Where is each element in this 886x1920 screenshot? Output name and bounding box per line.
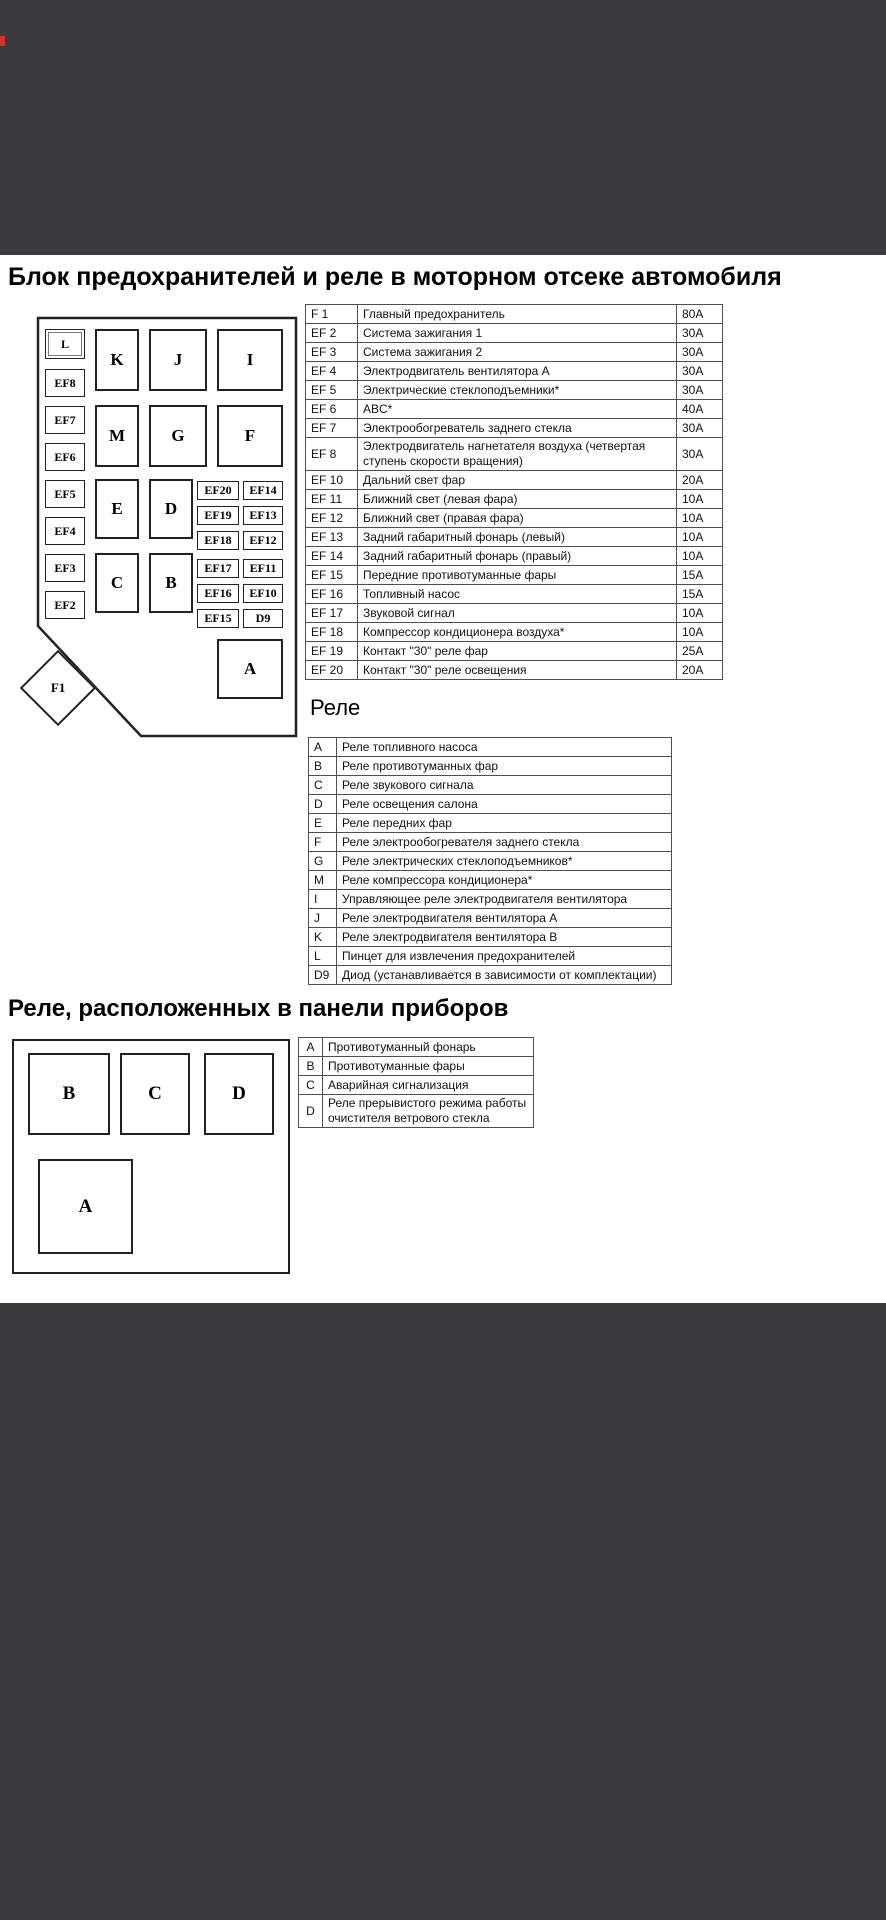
fuse-code: EF 2 — [306, 324, 358, 343]
relay-description: Управляющее реле электродвигателя вентилятора — [337, 890, 672, 909]
panel-relay-description: Аварийная сигнализация — [323, 1076, 534, 1095]
engine-fuse-table — [305, 304, 723, 680]
relay-description: Реле освещения салона — [337, 795, 672, 814]
fuse-amperage: 20A — [677, 661, 723, 680]
relay-code: A — [309, 738, 337, 757]
fuse-description: Электродвигатель вентилятора A — [358, 362, 677, 381]
fuse-table-row — [306, 343, 723, 362]
fuse-slot-ef8: EF8 — [45, 369, 85, 397]
fuse-table-row — [306, 604, 723, 623]
panel-relay-diagram — [12, 1039, 290, 1274]
fuse-slot-ef18: EF18 — [197, 531, 239, 550]
relay-slot-e: E — [95, 479, 139, 539]
fuse-description: ABC* — [358, 400, 677, 419]
fuse-amperage: 10A — [677, 623, 723, 642]
panel-relay-description: Реле прерывистого режима работы очистителя ветрового стекла — [323, 1095, 534, 1128]
relay-slot-g: G — [149, 405, 207, 467]
panel-relay-code: D — [299, 1095, 323, 1128]
panel-relay-row — [299, 1057, 534, 1076]
diode-slot-d9: D9 — [243, 609, 283, 628]
fuse-slot-ef12: EF12 — [243, 531, 283, 550]
panel-relay-code: A — [299, 1038, 323, 1057]
fuse-amperage: 10A — [677, 528, 723, 547]
fuse-code: EF 13 — [306, 528, 358, 547]
fuse-code: EF 8 — [306, 438, 358, 471]
fuse-table-row — [306, 623, 723, 642]
relay-description: Реле топливного насоса — [337, 738, 672, 757]
fuse-slot-ef19: EF19 — [197, 506, 239, 525]
relay-table-row — [309, 833, 672, 852]
fuse-amperage: 10A — [677, 509, 723, 528]
engine-fusebox-diagram — [37, 317, 297, 737]
relay-code: L — [309, 947, 337, 966]
fuse-code: EF 7 — [306, 419, 358, 438]
panel-relay-code: B — [299, 1057, 323, 1076]
fuse-description: Звуковой сигнал — [358, 604, 677, 623]
fuse-code: EF 6 — [306, 400, 358, 419]
fuse-description: Система зажигания 1 — [358, 324, 677, 343]
panel-relay-row — [299, 1095, 534, 1128]
relay-slot-a: A — [217, 639, 283, 699]
relay-slot-m: M — [95, 405, 139, 467]
relay-table-row — [309, 852, 672, 871]
fuse-table-row — [306, 471, 723, 490]
fuse-description: Задний габаритный фонарь (правый) — [358, 547, 677, 566]
fuse-slot-ef4: EF4 — [45, 517, 85, 545]
page-title: Блок предохранителей и реле в моторном отсеке автомобиля — [8, 263, 782, 291]
panel-relay-row — [299, 1038, 534, 1057]
fuse-amperage: 30A — [677, 381, 723, 400]
relay-table-row — [309, 928, 672, 947]
relay-description: Реле электродвигателя вентилятора B — [337, 928, 672, 947]
fuse-code: EF 14 — [306, 547, 358, 566]
relay-description: Реле электродвигателя вентилятора A — [337, 909, 672, 928]
fuse-table-row — [306, 305, 723, 324]
fuse-amperage: 15A — [677, 585, 723, 604]
fuse-amperage: 40A — [677, 400, 723, 419]
fuse-table-row — [306, 528, 723, 547]
fuse-description: Дальний свет фар — [358, 471, 677, 490]
fuse-code: EF 20 — [306, 661, 358, 680]
relay-slot-k: K — [95, 329, 139, 391]
fuse-description: Передние противотуманные фары — [358, 566, 677, 585]
relay-code: M — [309, 871, 337, 890]
fuse-table-row — [306, 419, 723, 438]
fuse-table-row — [306, 566, 723, 585]
red-artifact — [0, 36, 5, 46]
fuse-table-row — [306, 362, 723, 381]
relay-description: Пинцет для извлечения предохранителей — [337, 947, 672, 966]
fuse-table-row — [306, 642, 723, 661]
manual-page — [0, 255, 886, 1303]
fuse-code: EF 11 — [306, 490, 358, 509]
relay-description: Реле электрообогревателя заднего стекла — [337, 833, 672, 852]
fuse-description: Электродвигатель нагнетателя воздуха (четвертая ступень скорости вращения) — [358, 438, 677, 471]
relay-table-row — [309, 776, 672, 795]
fuse-description: Ближний свет (правая фара) — [358, 509, 677, 528]
fuse-description: Электрические стеклоподъемники* — [358, 381, 677, 400]
relay-code: I — [309, 890, 337, 909]
relay-table-row — [309, 947, 672, 966]
fuse-code: EF 17 — [306, 604, 358, 623]
relay-table-row — [309, 871, 672, 890]
fuse-code: EF 5 — [306, 381, 358, 400]
fuse-slot-ef10: EF10 — [243, 584, 283, 603]
relay-code: G — [309, 852, 337, 871]
fuse-slot-ef6: EF6 — [45, 443, 85, 471]
fuse-code: EF 4 — [306, 362, 358, 381]
fuse-table-row — [306, 585, 723, 604]
panel-relay-slot-c: C — [120, 1053, 190, 1135]
relay-description: Реле противотуманных фар — [337, 757, 672, 776]
relay-table-row — [309, 795, 672, 814]
fuse-code: EF 18 — [306, 623, 358, 642]
fuse-slot-ef17: EF17 — [197, 559, 239, 578]
relay-code: B — [309, 757, 337, 776]
fuse-table-row — [306, 324, 723, 343]
fuse-slot-ef14: EF14 — [243, 481, 283, 500]
relay-code: D9 — [309, 966, 337, 985]
fuse-table-row — [306, 400, 723, 419]
fuse-table-row — [306, 509, 723, 528]
fuse-code: F 1 — [306, 305, 358, 324]
fuse-amperage: 30A — [677, 438, 723, 471]
fuse-code: EF 16 — [306, 585, 358, 604]
relay-code: D — [309, 795, 337, 814]
relay-description: Диод (устанавливается в зависимости от комплектации) — [337, 966, 672, 985]
fuse-code: EF 10 — [306, 471, 358, 490]
fuse-amperage: 30A — [677, 343, 723, 362]
relay-code: F — [309, 833, 337, 852]
fuse-slot-ef13: EF13 — [243, 506, 283, 525]
fuse-amperage: 10A — [677, 604, 723, 623]
relay-description: Реле передних фар — [337, 814, 672, 833]
panel-relay-slot-b: B — [28, 1053, 110, 1135]
fuse-slot-ef5: EF5 — [45, 480, 85, 508]
relay-slot-c: C — [95, 553, 139, 613]
fuse-code: EF 3 — [306, 343, 358, 362]
relay-table-row — [309, 814, 672, 833]
panel-relay-description: Противотуманный фонарь — [323, 1038, 534, 1057]
relay-code: C — [309, 776, 337, 795]
fuse-code: EF 12 — [306, 509, 358, 528]
fuse-description: Топливный насос — [358, 585, 677, 604]
fuse-slot-ef20: EF20 — [197, 481, 239, 500]
relay-slot-j: J — [149, 329, 207, 391]
fuse-slot-ef7: EF7 — [45, 406, 85, 434]
fuse-amperage: 30A — [677, 324, 723, 343]
fuse-description: Электрообогреватель заднего стекла — [358, 419, 677, 438]
fuse-description: Ближний свет (левая фара) — [358, 490, 677, 509]
fuse-table-row — [306, 661, 723, 680]
panel-relay-slot-d: D — [204, 1053, 274, 1135]
fuse-description: Контакт "30" реле освещения — [358, 661, 677, 680]
relay-slot-i: I — [217, 329, 283, 391]
fuse-code: EF 19 — [306, 642, 358, 661]
fuse-description: Контакт "30" реле фар — [358, 642, 677, 661]
fuse-code: EF 15 — [306, 566, 358, 585]
fuse-slot-l: L — [45, 329, 85, 359]
fuse-description: Система зажигания 2 — [358, 343, 677, 362]
fuse-table-row — [306, 490, 723, 509]
relay-description: Реле электрических стеклоподъемников* — [337, 852, 672, 871]
engine-relay-table — [308, 737, 672, 985]
relay-code: J — [309, 909, 337, 928]
relay-code: K — [309, 928, 337, 947]
fuse-slot-ef15: EF15 — [197, 609, 239, 628]
panel-relay-description: Противотуманные фары — [323, 1057, 534, 1076]
fuse-amperage: 30A — [677, 362, 723, 381]
relay-table-row — [309, 890, 672, 909]
fuse-amperage: 80A — [677, 305, 723, 324]
panel-relay-code: C — [299, 1076, 323, 1095]
fuse-amperage: 25A — [677, 642, 723, 661]
fuse-description: Компрессор кондиционера воздуха* — [358, 623, 677, 642]
fuse-table-row — [306, 438, 723, 471]
fuse-slot-ef2: EF2 — [45, 591, 85, 619]
fuse-table-row — [306, 381, 723, 400]
fuse-amperage: 15A — [677, 566, 723, 585]
panel-relay-row — [299, 1076, 534, 1095]
fuse-table-row — [306, 547, 723, 566]
main-fuse-label: F1 — [50, 679, 66, 695]
fuse-description: Задний габаритный фонарь (левый) — [358, 528, 677, 547]
relay-slot-d: D — [149, 479, 193, 539]
relay-code: E — [309, 814, 337, 833]
panel-relay-slot-a: A — [38, 1159, 133, 1254]
fuse-slot-ef11: EF11 — [243, 559, 283, 578]
panel-section-title: Реле, расположенных в панели приборов — [8, 995, 509, 1022]
fuse-amperage: 10A — [677, 490, 723, 509]
relay-table-row — [309, 909, 672, 928]
relay-slot-b: B — [149, 553, 193, 613]
fuse-amperage: 10A — [677, 547, 723, 566]
fuse-description: Главный предохранитель — [358, 305, 677, 324]
relay-table-row — [309, 757, 672, 776]
relay-table-row — [309, 738, 672, 757]
fuse-slot-ef3: EF3 — [45, 554, 85, 582]
relay-table-row — [309, 966, 672, 985]
fuse-slot-ef16: EF16 — [197, 584, 239, 603]
panel-relay-table — [298, 1037, 534, 1128]
relay-description: Реле компрессора кондиционера* — [337, 871, 672, 890]
fuse-amperage: 20A — [677, 471, 723, 490]
relay-section-heading: Реле — [310, 695, 361, 720]
relay-description: Реле звукового сигнала — [337, 776, 672, 795]
relay-slot-f: F — [217, 405, 283, 467]
fuse-amperage: 30A — [677, 419, 723, 438]
